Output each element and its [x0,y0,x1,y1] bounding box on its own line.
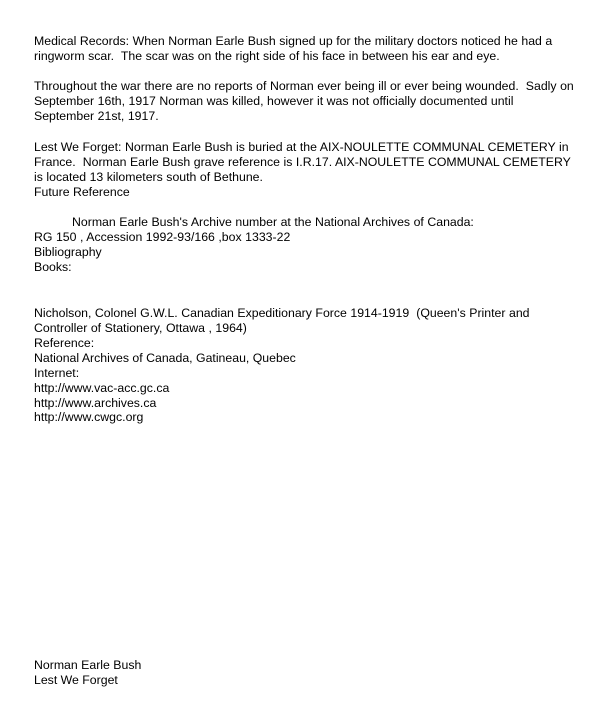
bibliography-url-list [34,381,570,425]
section-heading-future-reference: Future Reference [34,184,130,199]
bibliography-internet-label: Internet: [34,365,80,380]
paragraph-war-service: Throughout the war there are no reports of Norman ever being ill or ever being wounded. Sadly on September 16th, 1917 Norman was killed, however it was not officially documented until September 21st, 1917. [34,79,578,124]
footer-motto: Lest We Forget [34,673,118,688]
url-cwgc: http://www.cwgc.org [34,410,144,425]
archive-number-line-2: RG 150 , Accession 1992-93/166 ,box 1333-22 [34,230,291,245]
bibliography-reference-entry: National Archives of Canada, Gatineau, Quebec [34,350,296,365]
document-footer [34,658,141,688]
archive-number-line-1: Norman Earle Bush's Archive number at the National Archives of Canada: [72,215,474,230]
footer-name: Norman Earle Bush [34,658,142,672]
bibliography-book-entry: Nicholson, Colonel G.W.L. Canadian Expeditionary Force 1914-1919 (Queen's Printer and Controller of Stationery, Ottawa , 1964) [34,305,534,335]
url-vac-acc: http://www.vac-acc.gc.ca [34,380,170,395]
url-archives: http://www.archives.ca [34,395,157,410]
paragraph-medical-records: Medical Records: When Norman Earle Bush signed up for the military doctors noticed he had a ringworm scar. The scar was on the right side of his face in between his ear and eye. [34,34,556,64]
paragraph-lest-we-forget: Lest We Forget: Norman Earle Bush is buried at the AIX-NOULETTE COMMUNAL CEMETERY in France. Norman Earle Bush grave reference is I.R.17. AIX-NOULETTE COMMUNAL CEMETERY is located 13 kilometers south of Bethune. [34,139,575,184]
section-heading-bibliography: Bibliography [34,245,102,260]
bibliography-reference-label: Reference: [34,335,95,350]
bibliography-books-label: Books: [34,260,72,275]
